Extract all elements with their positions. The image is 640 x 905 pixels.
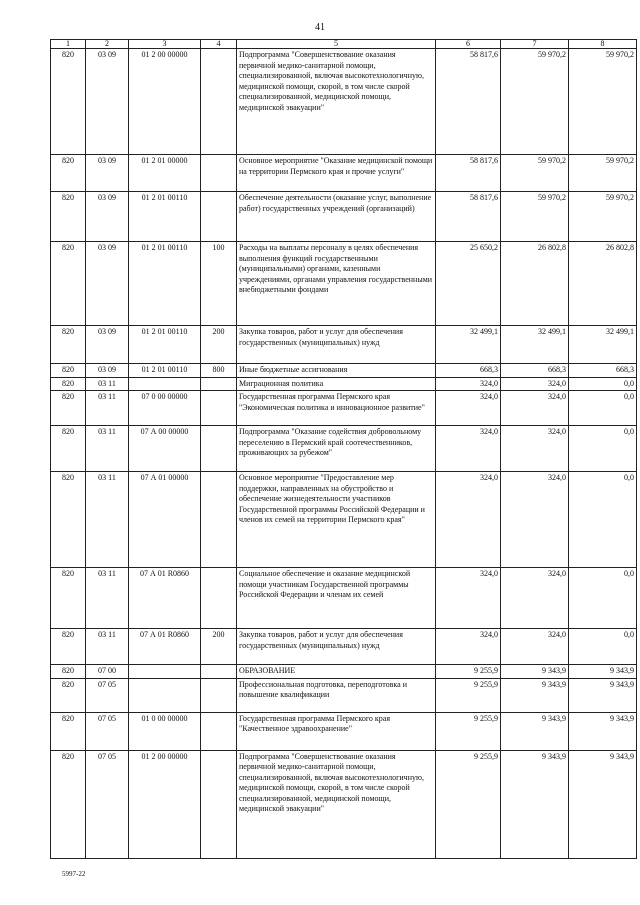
amount-col8-cell: 0,0	[569, 377, 637, 391]
amount-col6-cell: 58 817,6	[436, 192, 501, 242]
section-code-cell: 03 09	[86, 364, 129, 378]
section-code-cell: 03 09	[86, 49, 129, 155]
target-article-cell: 07 А 01 R0860	[129, 568, 201, 629]
description-cell: Подпрограмма "Совершенствование оказания первичной медико-санитарной помощи, специализированной, включая высокотехнологичную, медицинской помощи, скорой, в том числе скорой специализированной, медицинской помощи, медицинской эвакуации"	[237, 49, 436, 155]
amount-col8-cell: 0,0	[569, 472, 637, 568]
description-cell: Закупка товаров, работ и услуг для обеспечения государственных (муниципальных) нужд	[237, 629, 436, 665]
amount-col7-cell: 26 802,8	[501, 242, 569, 326]
table-row	[51, 678, 637, 712]
admin-code-cell: 820	[51, 364, 86, 378]
amount-col6-cell: 324,0	[436, 426, 501, 472]
amount-col6-cell: 324,0	[436, 629, 501, 665]
target-article-cell: 01 0 00 00000	[129, 712, 201, 750]
section-code-cell: 03 11	[86, 629, 129, 665]
section-code-cell: 03 09	[86, 155, 129, 192]
expense-type-cell	[201, 750, 237, 858]
table-row	[51, 629, 637, 665]
budget-table	[50, 39, 637, 859]
amount-col6-cell: 668,3	[436, 364, 501, 378]
target-article-cell: 01 2 00 00000	[129, 49, 201, 155]
description-cell: Социальное обеспечение и оказание медицинской помощи участникам Государственной программы Российской Федерации и членам их семей	[237, 568, 436, 629]
amount-col6-cell: 9 255,9	[436, 750, 501, 858]
expense-type-cell	[201, 49, 237, 155]
amount-col8-cell: 32 499,1	[569, 326, 637, 364]
amount-col6-cell: 9 255,9	[436, 678, 501, 712]
description-cell: Основное мероприятие "Оказание медицинской помощи на территории Пермского края и прочие услуги"	[237, 155, 436, 192]
target-article-cell: 07 А 01 R0860	[129, 629, 201, 665]
amount-col7-cell: 324,0	[501, 629, 569, 665]
section-code-cell: 03 09	[86, 326, 129, 364]
column-header: 7	[501, 40, 569, 49]
table-row	[51, 750, 637, 858]
description-cell: Иные бюджетные ассигнования	[237, 364, 436, 378]
target-article-cell	[129, 377, 201, 391]
section-code-cell: 07 05	[86, 750, 129, 858]
amount-col6-cell: 9 255,9	[436, 665, 501, 679]
description-cell: Государственная программа Пермского края "Качественное здравоохранение"	[237, 712, 436, 750]
expense-type-cell	[201, 568, 237, 629]
section-code-cell: 03 09	[86, 192, 129, 242]
amount-col6-cell: 9 255,9	[436, 712, 501, 750]
amount-col7-cell: 324,0	[501, 391, 569, 426]
description-cell: Профессиональная подготовка, переподготовка и повышение квалификации	[237, 678, 436, 712]
admin-code-cell: 820	[51, 665, 86, 679]
section-code-cell: 07 00	[86, 665, 129, 679]
column-header: 2	[86, 40, 129, 49]
amount-col7-cell: 324,0	[501, 426, 569, 472]
admin-code-cell: 820	[51, 391, 86, 426]
amount-col6-cell: 58 817,6	[436, 49, 501, 155]
column-header: 3	[129, 40, 201, 49]
description-cell: Расходы на выплаты персоналу в целях обеспечения выполнения функций государственными (муниципальными) органами, казенными учреждениями, органами управления государственными внебюджетными фондами	[237, 242, 436, 326]
page-number: 41	[315, 22, 325, 33]
amount-col7-cell: 324,0	[501, 472, 569, 568]
amount-col7-cell: 668,3	[501, 364, 569, 378]
table-row	[51, 155, 637, 192]
expense-type-cell	[201, 472, 237, 568]
section-code-cell: 03 11	[86, 377, 129, 391]
target-article-cell: 07 А 01 00000	[129, 472, 201, 568]
target-article-cell	[129, 665, 201, 679]
description-cell: ОБРАЗОВАНИЕ	[237, 665, 436, 679]
amount-col8-cell: 0,0	[569, 568, 637, 629]
table-row	[51, 426, 637, 472]
admin-code-cell: 820	[51, 49, 86, 155]
amount-col7-cell: 59 970,2	[501, 192, 569, 242]
description-cell: Миграционная политика	[237, 377, 436, 391]
table-row	[51, 49, 637, 155]
amount-col6-cell: 324,0	[436, 568, 501, 629]
admin-code-cell: 820	[51, 472, 86, 568]
admin-code-cell: 820	[51, 712, 86, 750]
admin-code-cell: 820	[51, 242, 86, 326]
amount-col8-cell: 0,0	[569, 426, 637, 472]
description-cell: Обеспечение деятельности (оказание услуг, выполнение работ) государственных учреждений (организаций)	[237, 192, 436, 242]
amount-col8-cell: 59 970,2	[569, 155, 637, 192]
target-article-cell: 01 2 01 00110	[129, 192, 201, 242]
expense-type-cell	[201, 377, 237, 391]
section-code-cell: 03 09	[86, 242, 129, 326]
target-article-cell: 01 2 01 00110	[129, 326, 201, 364]
expense-type-cell: 100	[201, 242, 237, 326]
expense-type-cell: 200	[201, 326, 237, 364]
expense-type-cell	[201, 678, 237, 712]
amount-col6-cell: 25 650,2	[436, 242, 501, 326]
target-article-cell: 01 2 01 00110	[129, 364, 201, 378]
description-cell: Закупка товаров, работ и услуг для обеспечения государственных (муниципальных) нужд	[237, 326, 436, 364]
column-header: 4	[201, 40, 237, 49]
table-row	[51, 472, 637, 568]
amount-col7-cell: 59 970,2	[501, 155, 569, 192]
column-header: 8	[569, 40, 637, 49]
description-cell: Государственная программа Пермского края "Экономическая политика и инновационное развитие"	[237, 391, 436, 426]
table-row	[51, 377, 637, 391]
table-row	[51, 192, 637, 242]
admin-code-cell: 820	[51, 750, 86, 858]
expense-type-cell	[201, 426, 237, 472]
amount-col6-cell: 324,0	[436, 472, 501, 568]
amount-col8-cell: 0,0	[569, 391, 637, 426]
amount-col7-cell: 9 343,9	[501, 678, 569, 712]
amount-col8-cell: 9 343,9	[569, 665, 637, 679]
description-cell: Подпрограмма "Совершенствование оказания первичной медико-санитарной помощи, специализированной, включая высокотехнологичную, медицинской помощи, скорой, в том числе скорой специализированной, медицинской помощи, медицинской эвакуации"	[237, 750, 436, 858]
expense-type-cell	[201, 712, 237, 750]
table-row	[51, 242, 637, 326]
section-code-cell: 03 11	[86, 568, 129, 629]
target-article-cell: 07 А 00 00000	[129, 426, 201, 472]
column-header: 6	[436, 40, 501, 49]
amount-col6-cell: 58 817,6	[436, 155, 501, 192]
table-row	[51, 568, 637, 629]
admin-code-cell: 820	[51, 629, 86, 665]
column-header: 5	[237, 40, 436, 49]
admin-code-cell: 820	[51, 568, 86, 629]
column-header: 1	[51, 40, 86, 49]
target-article-cell: 07 0 00 00000	[129, 391, 201, 426]
amount-col6-cell: 324,0	[436, 377, 501, 391]
admin-code-cell: 820	[51, 326, 86, 364]
amount-col7-cell: 59 970,2	[501, 49, 569, 155]
admin-code-cell: 820	[51, 377, 86, 391]
footer-code: 5997-22	[62, 870, 86, 878]
table-row	[51, 665, 637, 679]
section-code-cell: 03 11	[86, 426, 129, 472]
amount-col8-cell: 9 343,9	[569, 678, 637, 712]
admin-code-cell: 820	[51, 192, 86, 242]
expense-type-cell	[201, 155, 237, 192]
expense-type-cell: 800	[201, 364, 237, 378]
section-code-cell: 07 05	[86, 678, 129, 712]
admin-code-cell: 820	[51, 678, 86, 712]
amount-col8-cell: 9 343,9	[569, 712, 637, 750]
expense-type-cell: 200	[201, 629, 237, 665]
description-cell: Основное мероприятие "Предоставление мер поддержки, направленных на обустройство и обеспечение жизнедеятельности участников Государственной программы Российской Федерации и членов их семей на территории Пермского края"	[237, 472, 436, 568]
amount-col8-cell: 0,0	[569, 629, 637, 665]
table-row	[51, 712, 637, 750]
target-article-cell: 01 2 00 00000	[129, 750, 201, 858]
table-row	[51, 391, 637, 426]
amount-col8-cell: 668,3	[569, 364, 637, 378]
admin-code-cell: 820	[51, 155, 86, 192]
amount-col7-cell: 32 499,1	[501, 326, 569, 364]
amount-col8-cell: 59 970,2	[569, 49, 637, 155]
section-code-cell: 07 05	[86, 712, 129, 750]
expense-type-cell	[201, 391, 237, 426]
amount-col7-cell: 9 343,9	[501, 712, 569, 750]
amount-col6-cell: 324,0	[436, 391, 501, 426]
target-article-cell: 01 2 01 00110	[129, 242, 201, 326]
amount-col7-cell: 324,0	[501, 568, 569, 629]
amount-col7-cell: 324,0	[501, 377, 569, 391]
section-code-cell: 03 11	[86, 472, 129, 568]
amount-col7-cell: 9 343,9	[501, 750, 569, 858]
amount-col8-cell: 9 343,9	[569, 750, 637, 858]
description-cell: Подпрограмма "Оказание содействия добровольному переселению в Пермский край соотечественников, проживающих за рубежом"	[237, 426, 436, 472]
target-article-cell	[129, 678, 201, 712]
admin-code-cell: 820	[51, 426, 86, 472]
expense-type-cell	[201, 665, 237, 679]
column-number-row	[51, 40, 637, 49]
amount-col8-cell: 26 802,8	[569, 242, 637, 326]
table-row	[51, 364, 637, 378]
target-article-cell: 01 2 01 00000	[129, 155, 201, 192]
amount-col6-cell: 32 499,1	[436, 326, 501, 364]
expense-type-cell	[201, 192, 237, 242]
amount-col8-cell: 59 970,2	[569, 192, 637, 242]
amount-col7-cell: 9 343,9	[501, 665, 569, 679]
table-row	[51, 326, 637, 364]
section-code-cell: 03 11	[86, 391, 129, 426]
